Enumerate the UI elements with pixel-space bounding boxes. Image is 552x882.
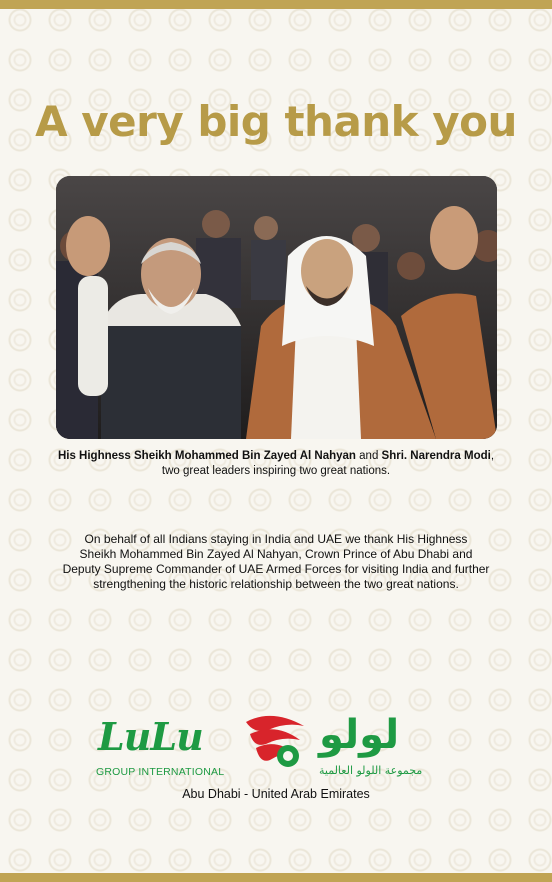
leaders-photo [56,176,497,439]
message-line: Sheikh Mohammed Bin Zayed Al Nahyan, Crown Prince of Abu Dhabi and [79,547,473,561]
headline: A very big thank you [35,97,517,146]
caption-connector: and [355,450,382,462]
thank-you-message [30,532,522,592]
message-line: On behalf of all Indians staying in India and UAE we thank His Highness [84,532,468,546]
message-line: Deputy Supreme Commander of UAE Armed Forces for visiting India and further [62,562,490,576]
top-border [0,0,552,9]
message-line: strengthening the historic relationship between the two great nations. [93,577,459,591]
caption-name-1: His Highness Sheikh Mohammed Bin Zayed Al Nahyan [57,450,356,462]
lulu-logo [94,710,464,780]
lulu-emblem-icon [242,712,312,774]
brand-name-ar: لولو [319,712,400,758]
group-name-en: GROUP INTERNATIONAL [96,766,225,778]
caption-line-2: two great leaders inspiring two great nations. [161,465,391,477]
photo-caption: His Highness Sheikh Mohammed Bin Zayed Al Nahyan and Shri. Narendra Modi, two great leaders inspiring two great nations. [20,449,532,479]
group-name-ar: مجموعة اللولو العالمية [319,764,423,777]
photo-illustration [56,176,497,439]
brand-name-en: LuLu [98,714,203,759]
bottom-border [0,873,552,882]
caption-name-2: Shri. Narendra Modi [381,450,491,462]
location-text: Abu Dhabi - United Arab Emirates [182,787,370,801]
